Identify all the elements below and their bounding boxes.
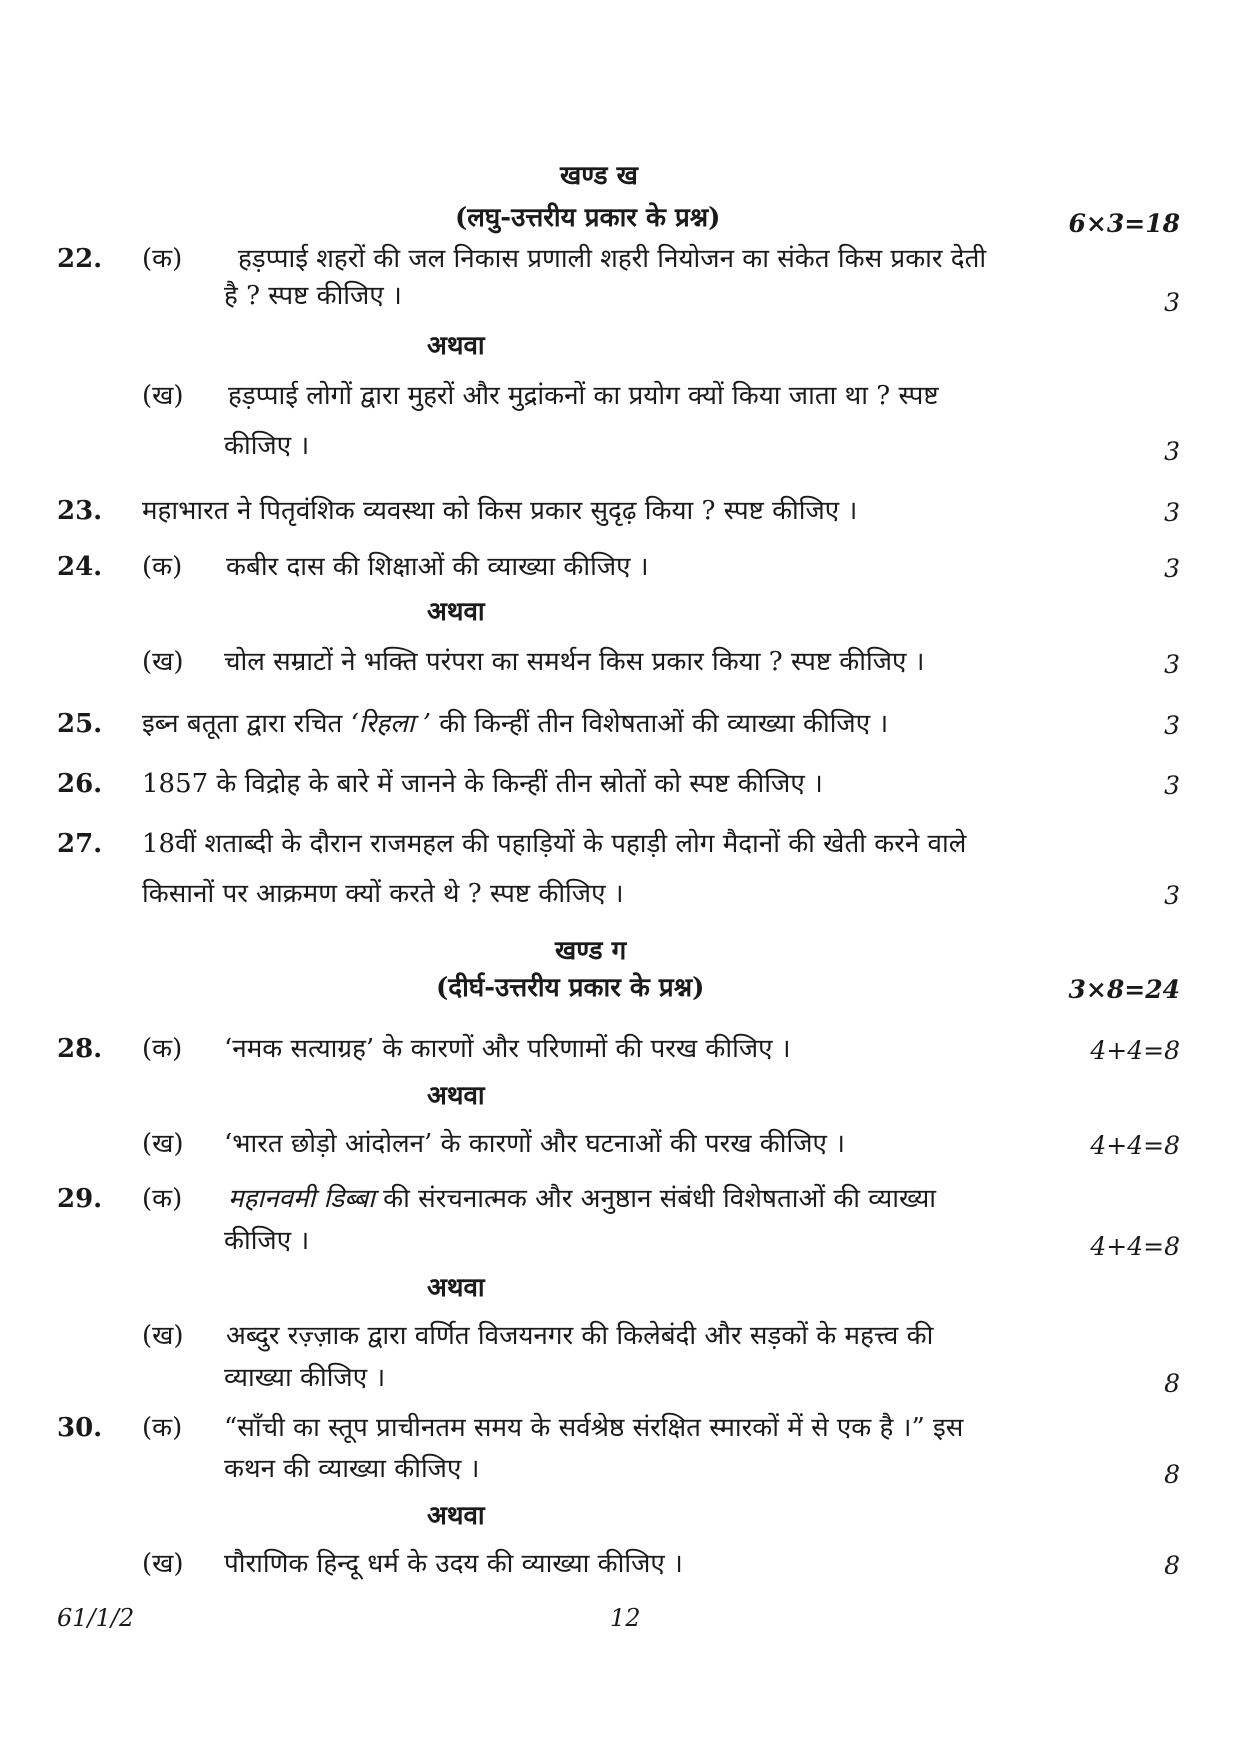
q24-b-label: (ख) (142, 647, 184, 677)
q24-a-marks: 3 (1164, 554, 1180, 583)
q27-marks: 3 (1164, 881, 1180, 910)
q27-line1: 18वीं शताब्दी के दौरान राजमहल की पहाड़ियों के पहाड़ी लोग मैदानों की खेती करने वाले (142, 829, 967, 859)
q24-number: 24. (57, 552, 103, 582)
section-c-marks: 3×8=24 (1068, 975, 1180, 1004)
q30-b-text: पौराणिक हिन्दू धर्म के उदय की व्याख्या कीजिए । (224, 1549, 683, 1579)
q28-b-text: ‘भारत छोड़ो आंदोलन’ के कारणों और घटनाओं की परख कीजिए । (224, 1129, 846, 1159)
page-number: 12 (610, 1604, 641, 1632)
q24-or: अथवा (427, 597, 485, 627)
q25-text-post: की किन्हीं तीन विशेषताओं की व्याख्या कीजिए । (430, 709, 889, 739)
q25-title-rihla: ‘रिहला ’ (350, 709, 431, 739)
q22-a-label: (क) (142, 244, 183, 274)
q22-or: अथवा (427, 331, 485, 361)
q29-a-line1 (228, 1183, 936, 1215)
q29-b-line2: व्याख्या कीजिए । (224, 1363, 386, 1393)
q23-marks: 3 (1164, 498, 1180, 527)
q22-number: 22. (57, 244, 103, 274)
section-c-title: खण्ड ग (555, 936, 627, 966)
q28-or: अथवा (427, 1081, 485, 1111)
q24-b-text: चोल सम्राटों ने भक्ति परंपरा का समर्थन किस प्रकार किया ? स्पष्ट कीजिए । (224, 647, 925, 677)
q24-a-label: (क) (142, 552, 183, 582)
section-b-title: खण्ड ख (560, 161, 638, 191)
q26-text: 1857 के विद्रोह के बारे में जानने के किन्हीं तीन स्रोतों को स्पष्ट कीजिए । (142, 769, 823, 799)
section-c-subtitle: (दीर्घ-उत्तरीय प्रकार के प्रश्न) (436, 973, 705, 1003)
q22-a-line1: हड़प्पाई शहरों की जल निकास प्रणाली शहरी नियोजन का संकेत किस प्रकार देती (238, 244, 987, 274)
q29-a-marks: 4+4=8 (1090, 1232, 1180, 1261)
q22-b-line2: कीजिए । (224, 431, 310, 461)
q25-number: 25. (57, 709, 103, 739)
q29-b-marks: 8 (1164, 1369, 1180, 1398)
q30-number: 30. (57, 1413, 103, 1443)
q30-a-label: (क) (142, 1413, 183, 1443)
q29-or: अथवा (427, 1273, 485, 1303)
q28-b-label: (ख) (142, 1129, 184, 1159)
q30-b-label: (ख) (142, 1549, 184, 1579)
q28-number: 28. (57, 1034, 103, 1064)
q22-b-label: (ख) (142, 381, 184, 411)
q27-number: 27. (57, 829, 103, 859)
q29-b-line1: अब्दुर रज़्ज़ाक द्वारा वर्णित विजयनगर की किलेबंदी और सड़कों के महत्त्व की (226, 1321, 934, 1351)
q30-a-line2: कथन की व्याख्या कीजिए । (224, 1454, 480, 1484)
q28-a-text: ‘नमक सत्याग्रह’ के कारणों और परिणामों की परख कीजिए । (224, 1034, 791, 1064)
q29-a-line1-post: की संरचनात्मक और अनुष्ठान संबंधी विशेषताओं की व्याख्या (374, 1184, 937, 1214)
paper-code: 61/1/2 (57, 1604, 135, 1632)
q24-a-text: कबीर दास की शिक्षाओं की व्याख्या कीजिए । (226, 552, 649, 582)
q22-a-line2: है ? स्पष्ट कीजिए । (224, 281, 402, 311)
q22-a-marks: 3 (1164, 288, 1180, 317)
q28-a-label: (क) (142, 1034, 183, 1064)
q24-b-marks: 3 (1164, 650, 1180, 679)
q25-text (142, 708, 888, 740)
q26-marks: 3 (1164, 771, 1180, 800)
q29-a-label: (क) (142, 1184, 183, 1214)
q30-b-marks: 8 (1164, 1551, 1180, 1580)
q30-a-line1: “साँची का स्तूप प्राचीनतम समय के सर्वश्रेष्ठ संरक्षित स्मारकों में से एक है ।” इस (224, 1413, 964, 1443)
q25-text-pre: इब्न बतूता द्वारा रचित (142, 709, 351, 739)
q22-b-line1: हड़प्पाई लोगों द्वारा मुहरों और मुद्रांकनों का प्रयोग क्यों किया जाता था ? स्पष्ट (228, 381, 939, 411)
q28-a-marks: 4+4=8 (1090, 1036, 1180, 1065)
section-b-marks: 6×3=18 (1068, 209, 1180, 238)
q29-number: 29. (57, 1184, 103, 1214)
q26-number: 26. (57, 769, 103, 799)
q30-or: अथवा (427, 1501, 485, 1531)
q27-line2: किसानों पर आक्रमण क्यों करते थे ? स्पष्ट कीजिए । (142, 879, 624, 909)
q23-number: 23. (57, 496, 103, 526)
q29-b-label: (ख) (142, 1321, 184, 1351)
q28-b-marks: 4+4=8 (1090, 1131, 1180, 1160)
q29-a-line2: कीजिए । (224, 1226, 310, 1256)
section-b-subtitle: (लघु-उत्तरीय प्रकार के प्रश्न) (455, 203, 721, 233)
q25-marks: 3 (1164, 711, 1180, 740)
q23-text: महाभारत ने पितृवंशिक व्यवस्था को किस प्रकार सुदृढ़ किया ? स्पष्ट कीजिए । (142, 496, 858, 526)
q30-a-marks: 8 (1164, 1460, 1180, 1489)
q22-b-marks: 3 (1164, 437, 1180, 466)
q29-mahanavami-dibba: महानवमी डिब्बा (228, 1184, 375, 1214)
